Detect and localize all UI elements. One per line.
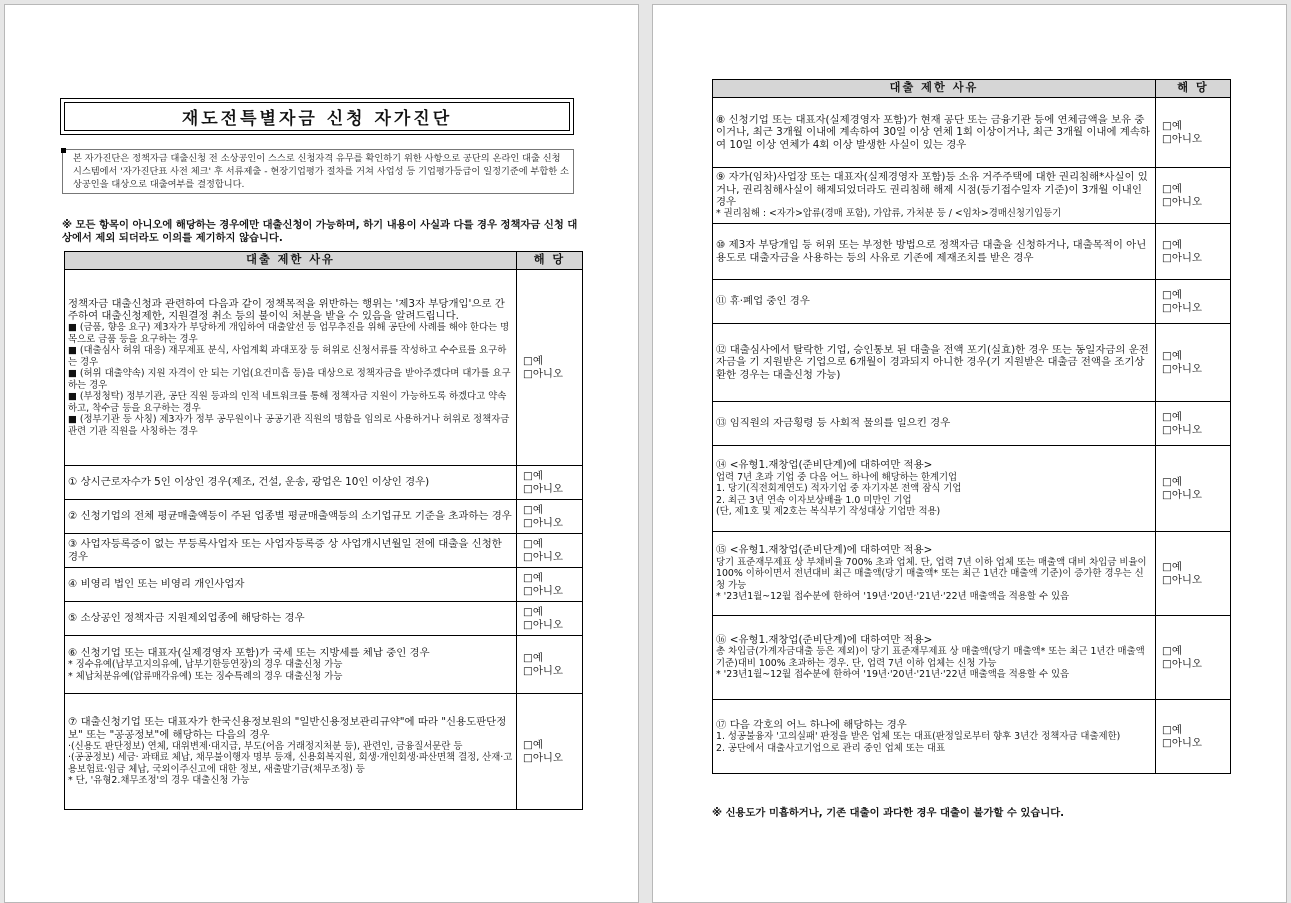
no-checkbox[interactable]: □아니오 [523, 482, 563, 495]
restriction-row [713, 616, 1231, 700]
no-checkbox[interactable]: □아니오 [523, 550, 563, 563]
no-checkbox[interactable]: □아니오 [523, 367, 563, 380]
yes-checkbox[interactable]: □예 [523, 606, 543, 619]
credit-footnote: ※ 신용도가 미흡하거나, 기존 대출이 과다한 경우 대출이 불가할 수 있습니다. [712, 807, 1065, 819]
restriction-reason [713, 324, 1156, 402]
applies-cell [1156, 446, 1231, 532]
restriction-row [65, 636, 583, 694]
restriction-reason [713, 98, 1156, 168]
applies-cell [517, 694, 583, 810]
yes-checkbox[interactable]: □예 [523, 470, 543, 483]
reason-text: ⑤ 소상공인 정책자금 지원제외업종에 해당하는 경우 [68, 612, 305, 625]
reason-text: 정책자금 대출신청과 관련하여 다음과 같이 정책목적을 위반하는 행위는 '제3자 부당개입'으로 간주하여 대출신청제한, 지원결정 취소 등의 불이익 처분을 받을 수 있음을 알려드립니다. [68, 297, 505, 322]
reason-subitem: ·(신용도 판단정보) 연체, 대위변제·대지급, 부도(어음 거래정지처분 등), 관련인, 금융질서문란 등 [68, 740, 463, 752]
reason-subitem: * 단, '유형2.채무조정'의 경우 대출신청 가능 [68, 775, 250, 787]
restriction-reason [65, 500, 517, 534]
restriction-row [713, 98, 1231, 168]
no-checkbox[interactable]: □아니오 [1162, 251, 1202, 264]
reason-subitem: * '23년1월~12월 접수분에 한하여 '19년·'20년·'21년·'22년 매출액을 적용할 수 있음 [716, 669, 1070, 681]
applies-cell [517, 270, 583, 466]
restriction-row [65, 500, 583, 534]
intro-box [62, 149, 574, 194]
no-checkbox[interactable]: □아니오 [1162, 488, 1202, 501]
applies-cell [517, 500, 583, 534]
restriction-row [65, 534, 583, 568]
restriction-reason [65, 694, 517, 810]
reason-subitem: ■ (정부기관 등 사칭) 제3자가 정부 공무원이나 공공기관 직원의 명함을 임의로 사용하거나 허위로 정책자금 관련 기관 직원을 사칭하는 경우 [68, 414, 510, 437]
applies-cell [1156, 98, 1231, 168]
no-checkbox[interactable]: □아니오 [1162, 423, 1202, 436]
reason-text: ① 상시근로자수가 5인 이상인 경우(제조, 건설, 운송, 광업은 10인 이상인 경우) [68, 476, 430, 489]
restriction-reason [65, 568, 517, 602]
restriction-row [65, 568, 583, 602]
intro-text: 본 자가진단은 정책자금 대출신청 전 소상공인이 스스로 신청자격 유무를 확인하기 위한 사항으로 공단의 온라인 대출 신청 시스템에서 '자가진단표 사전 체크' 후 서류제출 - 현장기업평가 절차를 거쳐 사업성 등 기업평가등급이 일정기준에 부합한 소상공인을 대상으로 대출여부를 결정합니다. [73, 153, 569, 190]
applies-cell [1156, 324, 1231, 402]
applies-cell [1156, 168, 1231, 224]
no-checkbox[interactable]: □아니오 [1162, 362, 1202, 375]
page-title: 재도전특별자금 신청 자가진단 [64, 102, 570, 131]
header-reason: 대출 제한 사유 [713, 80, 1156, 98]
reason-subitem: 총 차입금(가계자금대출 등은 제외)이 당기 표준재무제표 상 매출액(당기 매출액* 또는 최근 1년간 매출액 기준)대비 100% 초과하는 경우. 단, 업력 7년 이하 업체는 신청 가능 [716, 646, 1145, 669]
applies-cell [517, 568, 583, 602]
no-checkbox[interactable]: □아니오 [523, 751, 563, 764]
reason-subitem: ■ (허위 대출약속) 지원 자격이 안 되는 기업(요건미흡 등)을 대상으로 정책자금을 받아주겠다며 대가를 요구하는 경우 [68, 368, 511, 391]
applies-cell [1156, 280, 1231, 324]
header-reason: 대출 제한 사유 [65, 252, 517, 270]
yes-checkbox[interactable]: □예 [1162, 561, 1182, 574]
yes-checkbox[interactable]: □예 [1162, 120, 1182, 133]
reason-subitem: * 체납처분유예(압류매각유예) 또는 징수특례의 경우 대출신청 가능 [68, 670, 343, 682]
restriction-table-right [712, 79, 1231, 774]
restriction-row [713, 532, 1231, 616]
yes-checkbox[interactable]: □예 [1162, 289, 1182, 302]
restriction-reason [65, 466, 517, 500]
reason-subitem: * '23년1월~12월 접수분에 한하여 '19년·'20년·'21년·'22년 매출액을 적용할 수 있음 [716, 591, 1070, 603]
reason-text: ③ 사업자등록증이 없는 무등록사업자 또는 사업자등록증 상 사업개시년월일 전에 대출을 신청한 경우 [68, 538, 502, 563]
applies-cell [517, 636, 583, 694]
reason-subitem: ■ (금품, 향응 요구) 제3자가 부당하게 개입하여 대출알선 등 업무추진을 위해 공단에 사례를 해야 한다는 명목으로 금품 등을 요구하는 경우 [68, 322, 510, 345]
no-checkbox[interactable]: □아니오 [1162, 657, 1202, 670]
eligibility-notice: ※ 모든 항목이 아니오에 해당하는 경우에만 대출신청이 가능하며, 하기 내용이 사실과 다를 경우 정책자금 신청 대상에서 제외 되더라도 이의를 제기하지 않습니다. [62, 219, 578, 244]
yes-checkbox[interactable]: □예 [1162, 724, 1182, 737]
header-applies: 해 당 [1156, 80, 1231, 98]
restriction-row [713, 402, 1231, 446]
restriction-row [713, 446, 1231, 532]
restriction-row [65, 270, 583, 466]
no-checkbox[interactable]: □아니오 [523, 664, 563, 677]
no-checkbox[interactable]: □아니오 [1162, 573, 1202, 586]
reason-text: ⑯ <유형1.재창업(준비단계)에 대하여만 적용> [716, 634, 933, 647]
applies-cell [1156, 224, 1231, 280]
reason-text: ⑨ 자가(임차)사업장 또는 대표자(실제경영자 포함)등 소유 거주주택에 대한 권리침해*사실이 있거나, 권리침해사실이 해제되었더라도 권리침해 해제 시점(등기접수일자 기준)이 3개월 이내인 경우 [716, 171, 1148, 208]
applies-cell [1156, 700, 1231, 774]
restriction-reason [713, 532, 1156, 616]
restriction-reason [713, 700, 1156, 774]
reason-subitem: 당기 표준재무제표 상 부채비율 700% 초과 업체. 단, 업력 7년 이하 업체 또는 매출액 대비 차입금 비율이 100% 이하이면서 전년대비 최근 매출액(당기 매출액* 또는 최근 1년간 매출액 기준)이 증가한 경우는 신청 가능 [716, 556, 1147, 591]
yes-checkbox[interactable]: □예 [1162, 645, 1182, 658]
no-checkbox[interactable]: □아니오 [523, 618, 563, 631]
applies-cell [517, 534, 583, 568]
restriction-reason [713, 224, 1156, 280]
reason-subitem: ·(공공정보) 세금· 과태료 체납, 채무불이행자 명부 등재, 신용회복지원, 회생·개인회생·파산면책 결정, 산재·고용보험료·임금 체납, 국외이주신고에 대한 정보, 새출발기금(채무조정) 등 [68, 752, 513, 775]
restriction-reason [65, 270, 517, 466]
no-checkbox[interactable]: □아니오 [1162, 301, 1202, 314]
applies-cell [517, 466, 583, 500]
restriction-row [713, 324, 1231, 402]
applies-cell [1156, 532, 1231, 616]
header-applies: 해 당 [517, 252, 583, 270]
reason-text: ⑬ 임직원의 자금횡령 등 사회적 물의를 일으킨 경우 [716, 417, 951, 430]
no-checkbox[interactable]: □아니오 [1162, 736, 1202, 749]
reason-subitem: 2. 공단에서 대출사고기업으로 관리 중인 업체 또는 대표 [716, 742, 946, 754]
reason-text: ② 신청기업의 전체 평균매출액등이 주된 업종별 평균매출액등의 소기업규모 기준을 초과하는 경우 [68, 510, 512, 523]
restriction-reason [65, 534, 517, 568]
reason-subitem: 2. 최근 3년 연속 이자보상배율 1.0 미만인 기업 [716, 494, 912, 506]
yes-checkbox[interactable]: □예 [1162, 350, 1182, 363]
restriction-table-left [64, 251, 583, 810]
restriction-reason [713, 616, 1156, 700]
yes-checkbox[interactable]: □예 [523, 739, 543, 752]
restriction-row [713, 168, 1231, 224]
reason-text: ⑰ 다음 각호의 어느 하나에 해당하는 경우 [716, 718, 907, 731]
reason-subitem: * 징수유예(납부고지의유예, 납부기한등연장)의 경우 대출신청 가능 [68, 659, 343, 671]
restriction-row [65, 466, 583, 500]
reason-text: ④ 비영리 법인 또는 비영리 개인사업자 [68, 578, 245, 591]
reason-text: ⑪ 휴·폐업 중인 경우 [716, 295, 810, 308]
yes-checkbox[interactable]: □예 [523, 355, 543, 368]
restriction-row [713, 280, 1231, 324]
reason-text: ⑩ 제3자 부당개입 등 허위 또는 부정한 방법으로 정책자금 대출을 신청하거나, 대출목적이 아닌 용도로 대출자금을 사용하는 등의 사유로 기존에 제재조치를 받은 경우 [716, 239, 1147, 264]
restriction-row [713, 700, 1231, 774]
no-checkbox[interactable]: □아니오 [523, 516, 563, 529]
reason-subitem: 업력 7년 초과 기업 중 다음 어느 하나에 해당하는 한계기업 [716, 471, 958, 483]
yes-checkbox[interactable]: □예 [1162, 183, 1182, 196]
restriction-reason [713, 402, 1156, 446]
restriction-row [65, 694, 583, 810]
yes-checkbox[interactable]: □예 [1162, 411, 1182, 424]
reason-text: ⑫ 대출심사에서 탈락한 기업, 승인통보 된 대출을 전액 포기(실효)한 경우 또는 동일자금의 운전자금을 기 지원받은 기업으로 6개월이 경과되지 아니한 경우(기 지원받은 대출금 전액을 조기상환한 경우는 대출신청 가능) [716, 344, 1149, 381]
yes-checkbox[interactable]: □예 [523, 504, 543, 517]
yes-checkbox[interactable]: □예 [1162, 476, 1182, 489]
reason-text: ⑮ <유형1.재창업(준비단계)에 대하여만 적용> [716, 544, 933, 557]
reason-subitem: ■ (대출심사 허위 대응) 재무제표 분식, 사업계획 과대포장 등 허위로 신청서류를 작성하고 수수료를 요구하는 경우 [68, 345, 507, 368]
restriction-row [713, 224, 1231, 280]
yes-checkbox[interactable]: □예 [523, 572, 543, 585]
applies-cell [1156, 402, 1231, 446]
no-checkbox[interactable]: □아니오 [523, 584, 563, 597]
applies-cell [1156, 616, 1231, 700]
restriction-reason [65, 636, 517, 694]
no-checkbox[interactable]: □아니오 [1162, 132, 1202, 145]
reason-subitem: 1. 당기(직전회계연도) 적자기업 중 자기자본 전액 잠식 기업 [716, 483, 962, 495]
yes-checkbox[interactable]: □예 [523, 538, 543, 551]
intro-marker [61, 148, 66, 153]
reason-subitem: ■ (부정청탁) 정부기관, 공단 직원 등과의 인적 네트워크를 통해 정책자금 지원이 가능하도록 하겠다고 약속하고, 착수금 등을 요구하는 경우 [68, 391, 507, 414]
reason-subitem: (단, 제1호 및 제2호는 복식부기 작성대상 기업만 적용) [716, 506, 941, 518]
reason-subitem: 1. 성공불융자 '고의실패' 판정을 받은 업체 또는 대표(판정일로부터 향후 3년간 정책자금 대출제한) [716, 731, 1121, 743]
yes-checkbox[interactable]: □예 [1162, 239, 1182, 252]
restriction-row [65, 602, 583, 636]
restriction-reason [713, 168, 1156, 224]
reason-text: ⑦ 대출신청기업 또는 대표자가 한국신용정보원의 "일반신용정보관리규약"에 따라 "신용도판단정보" 또는 "공공정보"에 해당하는 다음의 경우 [68, 716, 507, 741]
yes-checkbox[interactable]: □예 [523, 652, 543, 665]
restriction-reason [65, 602, 517, 636]
applies-cell [517, 602, 583, 636]
title-box [60, 98, 574, 135]
reason-text: ⑥ 신청기업 또는 대표자(실제경영자 포함)가 국세 또는 지방세를 체납 중인 경우 [68, 646, 430, 659]
restriction-reason [713, 446, 1156, 532]
reason-text: ⑭ <유형1.재창업(준비단계)에 대하여만 적용> [716, 459, 933, 472]
restriction-reason [713, 280, 1156, 324]
no-checkbox[interactable]: □아니오 [1162, 195, 1202, 208]
reason-text: ⑧ 신청기업 또는 대표자(실제경영자 포함)가 현재 공단 또는 금융기관 등에 연체금액을 보유 중이거나, 최근 3개월 이내에 계속하여 30일 이상 연체 1회 이상이거나, 최근 3개월 이내에 계속하여 10일 이상 연체가 4회 이상 발생한 사실이 있는 경우 [716, 114, 1150, 151]
reason-subitem: * 권리침해 : <자가>압류(경매 포함), 가압류, 가처분 등 / <임차>경매신청기입등기 [716, 208, 1062, 220]
